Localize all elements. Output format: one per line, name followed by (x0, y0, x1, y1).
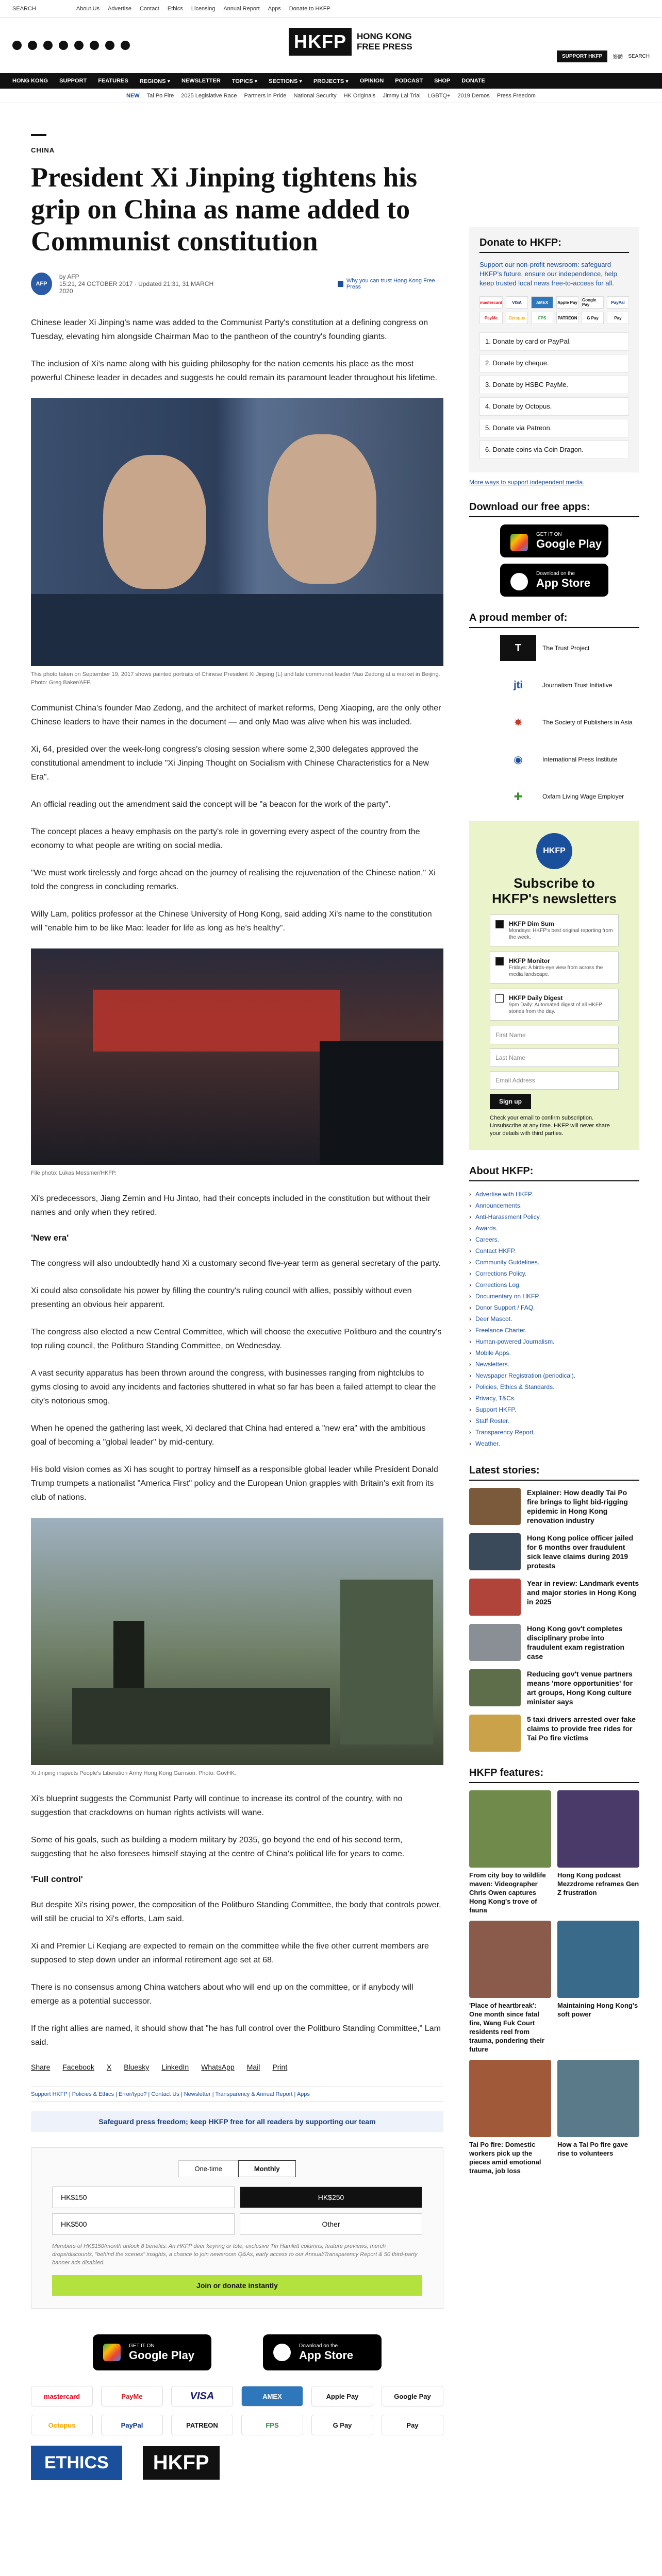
trending-link[interactable]: Press Freedom (496, 92, 536, 99)
share-facebook[interactable]: Facebook (62, 2063, 94, 2071)
paragraph: An official reading out the amendment said the concept will be "a beacon for the work of the party". (31, 800, 391, 809)
first-name-field[interactable]: First Name (490, 1026, 619, 1044)
donate-options (479, 332, 629, 459)
safeguard-banner[interactable]: Safeguard press freedom; keep HKFP free for all readers by supporting our team (31, 2111, 443, 2132)
about-link[interactable]: › Newspaper Registration (periodical). (469, 1370, 639, 1381)
language-link[interactable]: 繁體 (613, 55, 623, 60)
google-pay-icon: Google Pay (582, 296, 604, 309)
paragraph: The inclusion of Xi's name along with his guiding philosophy for the nation cements his place as the most powerful Chinese leader in decades and suggests he could remain its paramount leader throughout his lifetime. (31, 360, 438, 382)
threads-icon[interactable] (59, 41, 68, 50)
share-label: Share (31, 2063, 51, 2071)
instagram-icon[interactable] (43, 41, 53, 50)
paragraph: Some of his goals, such as building a modern military by 2035, go beyond the end of his second term, suggesting that he also foresees himself staying at the centre of China's political life for years to come. (31, 1836, 405, 1858)
google-play-badge[interactable]: GET IT ON Google Play (93, 2334, 211, 2370)
nav-item[interactable]: OPINION (359, 78, 384, 84)
jti-icon: jti (514, 679, 523, 691)
octopus-icon: Octopus (506, 312, 528, 324)
paragraph: Willy Lam, politics professor at the Chinese University of Hong Kong, said adding Xi's name to the constitution will "enable him to be like Mao: leader for life as long as he's healthy". (31, 910, 432, 933)
about-link[interactable]: › Careers. (469, 1234, 639, 1245)
trending-link[interactable]: 2025 Legislative Race (181, 92, 237, 99)
amount-other[interactable]: Other (240, 2213, 422, 2235)
paragraph: Communist China's founder Mao Zedong, and the architect of market reforms, Deng Xiaoping, are the only other Chinese leaders to have their names in the document — and only Mao was alive when his was included. (31, 704, 441, 726)
photo-caption: Xi Jinping inspects People's Liberation Army Hong Kong Garrison. Photo: GovHK. (31, 1770, 237, 1776)
trending-link[interactable]: Partners in Pride (244, 92, 287, 99)
newsletter-note: Check your email to confirm subscription. Unsubscribe at any time. HKFP will never share your details with third parties. (490, 1115, 610, 1137)
donate-option[interactable]: 6. Donate coins via Coin Dragon. (479, 440, 629, 459)
feature-thumbnail (469, 2060, 551, 2137)
app-store-badge[interactable]: Download on the App Store (263, 2334, 382, 2370)
about-link[interactable]: › Advertise with HKFP. (469, 1189, 639, 1200)
latest-heading: Latest stories: (469, 1465, 639, 1481)
newsletter-option[interactable]: HKFP Daily Digest 9pm Daily: Automated digest of all HKFP stories from the day. (490, 989, 619, 1021)
apple-icon (510, 573, 528, 590)
paragraph: The concept places a heavy emphasis on the party's role in governing every aspect of the country from the economy to what people are writing on social media. (31, 827, 420, 850)
donate-option[interactable]: 4. Donate by Octopus. (479, 397, 629, 416)
paypal-icon: PayPal (607, 296, 629, 309)
oxfam-icon: ✚ (514, 791, 523, 803)
about-link[interactable]: › Weather. (469, 1438, 639, 1449)
member-trust-project[interactable]: T The Trust Project (500, 635, 639, 661)
pay-logo: Pay (382, 2415, 443, 2435)
about-link[interactable]: › Contact HKFP. (469, 1245, 639, 1257)
fps-logo: FPS (241, 2415, 303, 2435)
amount-option-selected[interactable]: HK$250 (240, 2187, 422, 2208)
trust-project-icon: T (500, 635, 536, 661)
nav-item[interactable]: FEATURES (98, 78, 128, 84)
article-category[interactable]: CHINA (31, 146, 55, 154)
article-photo-garrison (31, 1518, 443, 1765)
google-pay-logo: Google Pay (382, 2386, 443, 2406)
paragraph: Xi and Premier Li Keqiang are expected to remain on the committee while the five other current members are supposed to step down under an informal retirement age set at 68. (31, 1942, 429, 1964)
site-header (0, 18, 662, 73)
photo-caption: File photo: Lukas Messmer/HKFP. (31, 1170, 117, 1176)
apple-icon (273, 2344, 291, 2361)
member-ipi[interactable]: ◉ International Press Institute (500, 747, 639, 772)
membership-heading: A proud member of: (469, 612, 639, 628)
about-link[interactable]: › Policies, Ethics & Standards. (469, 1381, 639, 1393)
donate-panel (469, 227, 639, 472)
nav-item[interactable]: PODCAST (395, 78, 423, 84)
title-rule (31, 134, 46, 136)
story-thumbnail (469, 1669, 521, 1706)
payme-icon: PayMe (479, 312, 503, 324)
nav-item[interactable]: REGIONS ▾ (139, 78, 171, 84)
latest-story[interactable]: Reducing gov't venue partners means 'more opportunities' for art groups, Hong Kong culture minister says (469, 1669, 639, 1706)
about-link[interactable]: › Community Guidelines. (469, 1257, 639, 1268)
amount-option[interactable]: HK$500 (52, 2213, 235, 2235)
newsletter-title: Subscribe to HKFP's newsletters (492, 875, 617, 906)
portrait-right (268, 434, 376, 584)
paragraph: A vast security apparatus has been thrown around the congress, with businesses ranging from nightclubs to gyms closing to avoid any incidents and factories shuttered in what so far has been a failed attempt to clear the city's notorious smog. (31, 1369, 436, 1405)
about-link[interactable]: › Deer Mascot. (469, 1313, 639, 1325)
amount-options (52, 2187, 422, 2235)
about-link[interactable]: › Mobile Apps. (469, 1347, 639, 1359)
logo-mark: HKFP (289, 28, 352, 56)
photo-caption: This photo taken on September 19, 2017 shows painted portraits of Chinese President Xi Jinping (L) and late communist leader Mao Zedong at a market in Beijing. Photo: Greg Baker/AFP. (31, 671, 440, 686)
author-name[interactable]: by AFP (59, 273, 79, 280)
article-photo-portraits (31, 398, 443, 666)
email-field[interactable]: Email Address (490, 1071, 619, 1090)
gpay-logo: G Pay (311, 2415, 373, 2435)
nav-item[interactable]: DONATE (461, 78, 485, 84)
about-link[interactable]: › Support HKFP. (469, 1404, 639, 1415)
section-heading: 'Full control' (31, 1874, 83, 1884)
gpay-icon: G Pay (582, 312, 604, 324)
utility-link[interactable]: About Us (76, 5, 100, 12)
fps-icon: FPS (531, 312, 553, 324)
about-link[interactable]: › Corrections Log. (469, 1279, 639, 1291)
logo-text: HONG KONG FREE PRESS (357, 31, 412, 52)
footer-logo[interactable]: HKFP (143, 2446, 220, 2480)
share-bluesky[interactable]: Bluesky (124, 2063, 150, 2071)
donate-option[interactable]: 3. Donate by HSBC PayMe. (479, 376, 629, 394)
publish-date: 15:21, 24 OCTOBER 2017 · Updated 21:31, 31 MARCH 2020 (59, 280, 214, 295)
checkbox-checked[interactable] (495, 957, 504, 965)
signup-button[interactable]: Sign up (490, 1094, 531, 1109)
share-print[interactable]: Print (272, 2063, 288, 2071)
visa-logo: VISA (171, 2386, 233, 2406)
feature-thumbnail (469, 1921, 551, 1998)
social-icons (12, 41, 130, 50)
stage-banner (93, 990, 340, 1052)
donate-widget (31, 2147, 443, 2309)
trending-link[interactable]: HK Originals (343, 92, 376, 99)
latest-story[interactable]: 5 taxi drivers arrested over fake claims to provide free rides for Tai Po fire victims (469, 1715, 639, 1752)
share-x[interactable]: X (106, 2063, 112, 2071)
story-thumbnail (469, 1533, 521, 1570)
trending-link[interactable]: LGBTQ+ (427, 92, 451, 99)
paragraph: "We must work tirelessly and forge ahead on the journey of realising the rejuvenation of the Chinese nation," Xi told the congress in concluding remarks. (31, 869, 436, 891)
paragraph: When he opened the gathering last week, Xi declared that China had entered a "new era" with the ambitious goal of becoming a "global leader" by mid-century. (31, 1424, 426, 1447)
rss-icon[interactable] (121, 41, 130, 50)
features-heading: HKFP features: (469, 1767, 639, 1783)
latest-story[interactable]: Explainer: How deadly Tai Po fire brings to light bid-rigging epidemic in Hong Kong renovation industry (469, 1488, 639, 1525)
patreon-logo: PATREON (171, 2415, 233, 2435)
top-utility-bar (0, 0, 662, 18)
paragraph: The congress also elected a new Central Committee, which will choose the executive Politburo and the country's top ruling council, the Politburo Standing Committee, on Wednesday. (31, 1328, 442, 1350)
payme-logo: PayMe (101, 2386, 163, 2406)
app-store-badge[interactable]: Download on the App Store (500, 564, 608, 597)
donate-option[interactable]: 5. Donate via Patreon. (479, 419, 629, 437)
latest-story[interactable]: Hong Kong gov't completes disciplinary probe into fraudulent exam registration case (469, 1624, 639, 1661)
utility-link[interactable]: Annual Report (223, 5, 260, 12)
feature-thumbnail (557, 2060, 639, 2137)
nav-item[interactable]: SHOP (434, 78, 451, 84)
feature-card[interactable]: 'Place of heartbreak': One month since fatal fire, Wang Fuk Court residents reel from trauma, pondering their future (469, 1921, 551, 2054)
donate-option[interactable]: 1. Donate by card or PayPal. (479, 332, 629, 351)
about-link[interactable]: › Freelance Charter. (469, 1325, 639, 1336)
more-ways-link[interactable]: More ways to support independent media. (469, 479, 585, 486)
trending-link[interactable]: Jimmy Lai Trial (383, 92, 421, 99)
ethics-badge[interactable]: ETHICS (31, 2446, 122, 2480)
trust-link[interactable]: Why you can trust Hong Kong Free Press (338, 278, 443, 290)
tab-monthly[interactable]: Monthly (238, 2160, 296, 2177)
about-link[interactable]: › Transparency Report. (469, 1427, 639, 1438)
share-whatsapp[interactable]: WhatsApp (201, 2063, 235, 2071)
utility-link[interactable]: Ethics (167, 5, 183, 12)
donate-option[interactable]: 2. Donate by cheque. (479, 354, 629, 372)
tab-one-time[interactable]: One-time (178, 2160, 238, 2177)
header-search[interactable]: SEARCH (628, 54, 650, 59)
paragraph: Xi's blueprint suggests the Communist Party will continue to increase its control of the country, with no suggestion that crackdowns on human rights activists will wane. (31, 1794, 403, 1817)
payment-methods (31, 2386, 443, 2435)
trending-link[interactable]: Tai Po Fire (146, 92, 174, 99)
about-link[interactable]: › Staff Roster. (469, 1415, 639, 1427)
mastercard-icon: mastercard (479, 296, 503, 309)
section-heading: 'New era' (31, 1233, 69, 1243)
google-play-icon (510, 534, 528, 551)
latest-stories (469, 1488, 639, 1752)
member-sopa[interactable]: ✸ The Society of Publishers in Asia (500, 709, 639, 735)
about-link[interactable]: › Announcements. (469, 1200, 639, 1211)
paragraph: Xi could also consolidate his power by filling the country's ruling council with allies, possibly without even presenting an obvious heir apparent. (31, 1286, 412, 1309)
donate-intro[interactable]: Support our non-profit newsroom: safeguard HKFP's future, ensure our independence, help keep trusted local news free-to-access for all. (479, 261, 617, 287)
join-button[interactable]: Join or donate instantly (52, 2275, 422, 2296)
google-play-badge[interactable]: GET IT ON Google Play (500, 524, 608, 557)
nav-item[interactable]: HONG KONG (12, 78, 48, 84)
feature-card[interactable]: Maintaining Hong Kong's soft power (557, 1921, 639, 2054)
pay-icon: Pay (607, 312, 629, 324)
feature-card[interactable]: Hong Kong podcast Mezzdrome reframes Gen Z frustration (557, 1790, 639, 1914)
octopus-logo: Octopus (31, 2415, 93, 2435)
paragraph: Chinese leader Xi Jinping's name was added to the Communist Party's constitution at a defining congress on Tuesday, elevating him alongside Chairman Mao to the pantheon of the country's founding giants. (31, 318, 428, 341)
apple-pay-logo: Apple Pay (311, 2386, 373, 2406)
mastercard-logo: mastercard (31, 2386, 93, 2406)
sidebar-app-badges (469, 524, 639, 597)
x-icon[interactable] (28, 41, 37, 50)
photo-lower (31, 594, 443, 666)
app-store-badges (31, 2334, 443, 2370)
story-thumbnail (469, 1715, 521, 1752)
apple-pay-icon: Apple Pay (556, 296, 578, 309)
ipi-icon: ◉ (514, 754, 523, 766)
guards-silhouette (320, 1041, 443, 1165)
membership-list (469, 635, 639, 809)
nav-item[interactable]: SECTIONS ▾ (269, 78, 302, 84)
newsletter-option[interactable]: HKFP Dim Sum Mondays: HKFP's best original reporting from the week. (490, 914, 619, 946)
new-badge: NEW (126, 92, 140, 99)
checkbox[interactable] (495, 994, 504, 1003)
trust-icon (338, 281, 343, 287)
utility-links (76, 6, 330, 12)
paypal-logo: PayPal (101, 2415, 163, 2435)
feature-card[interactable]: How a Tai Po fire gave rise to volunteers (557, 2060, 639, 2175)
checkbox-checked[interactable] (495, 920, 504, 928)
amex-icon: AMEX (531, 296, 553, 309)
policy-links[interactable]: Support HKFP | Policies & Ethics | Error/typo? | Contact Us | Newsletter | Transparency & Annual Report | Apps (31, 2087, 443, 2102)
header-actions (557, 50, 650, 62)
donation-frequency (52, 2160, 422, 2177)
paragraph: Xi's predecessors, Jiang Zemin and Hu Jintao, had their concepts included in the constitution but without their names and only when they retired. (31, 1194, 431, 1217)
footer-badges (31, 2446, 443, 2480)
feature-thumbnail (557, 1921, 639, 1998)
story-thumbnail (469, 1488, 521, 1525)
portrait-left (103, 455, 206, 589)
patreon-icon: PATREON (556, 312, 578, 324)
article-photo-hall (31, 948, 443, 1165)
utility-link[interactable]: Donate to HKFP (289, 5, 330, 12)
feature-thumbnail (557, 1790, 639, 1868)
nav-item[interactable]: PROJECTS ▾ (313, 78, 349, 84)
share-linkedin[interactable]: LinkedIn (161, 2063, 189, 2071)
features-grid (469, 1790, 639, 2175)
about-link[interactable]: › Donor Support / FAQ. (469, 1302, 639, 1313)
about-link[interactable]: › Documentary on HKFP. (469, 1291, 639, 1302)
about-list (469, 1189, 639, 1449)
nav-item[interactable]: TOPICS ▾ (231, 78, 258, 84)
apps-heading: Download our free apps: (469, 501, 639, 517)
about-link[interactable]: › Privacy, T&Cs. (469, 1393, 639, 1404)
about-link[interactable]: › Corrections Policy. (469, 1268, 639, 1279)
main-nav (0, 73, 662, 89)
share-bar (31, 2063, 443, 2071)
trending-link[interactable]: 2019 Demos (457, 92, 490, 99)
about-link[interactable]: › Awards. (469, 1223, 639, 1234)
donate-heading: Donate to HKFP: (479, 237, 629, 253)
membership-benefits: Members of HK$150/month unlock 8 benefits: An HKFP deer keyring or tote, exclusive Tin Hamlett columns, feature previews, merch drops/discounts, "behind the scenes" insights, a chance to join newsroom Q&As, early access to our Annual/Transparency Report & 50 third-party banner ads disabled. (52, 2243, 418, 2266)
google-play-icon (103, 2344, 121, 2361)
about-link[interactable]: › Anti-Harassment Policy. (469, 1211, 639, 1223)
trending-link[interactable]: National Security (293, 92, 337, 99)
site-logo[interactable] (289, 28, 412, 56)
newsletter-option[interactable]: HKFP Monitor Fridays: A birds-eye view from across the media landscape. (490, 952, 619, 984)
paragraph: The congress will also undoubtedly hand Xi a customary second five-year term as general secretary of the party. (31, 1259, 441, 1268)
article-title: President Xi Jinping tightens his grip on China as name added to Communist constitution (31, 162, 418, 257)
visa-icon: VISA (506, 296, 528, 309)
facebook-icon[interactable] (12, 41, 22, 50)
support-button[interactable]: SUPPORT HKFP (557, 50, 607, 62)
sidebar-payment-icons (479, 296, 629, 324)
utility-link[interactable]: Contact (139, 5, 159, 12)
about-link[interactable]: › Newsletters. (469, 1359, 639, 1370)
last-name-field[interactable]: Last Name (490, 1048, 619, 1067)
sopa-icon: ✸ (514, 717, 523, 728)
story-thumbnail (469, 1624, 521, 1661)
vehicle-silhouette (72, 1688, 330, 1744)
story-thumbnail (469, 1579, 521, 1616)
article (31, 134, 443, 2480)
amount-option[interactable]: HK$150 (52, 2187, 235, 2208)
latest-story[interactable]: Year in review: Landmark events and major stories in Hong Kong in 2025 (469, 1579, 639, 1616)
member-oxfam[interactable]: ✚ Oxfam Living Wage Employer (500, 784, 639, 809)
linkedin-icon[interactable] (90, 41, 99, 50)
paragraph: If the right allies are named, it should show that "he has full control over the Politburo Standing Committee," Lam said. (31, 2024, 441, 2047)
sidebar (469, 227, 639, 2175)
utility-link[interactable]: Advertise (108, 5, 131, 12)
nav-item[interactable]: NEWSLETTER (181, 78, 221, 84)
telegram-icon[interactable] (105, 41, 114, 50)
youtube-icon[interactable] (74, 41, 84, 50)
paragraph: There is no consensus among China watchers about who will end up on the committee, or if anybody will emerge as a potential successor. (31, 1983, 413, 2006)
utility-link[interactable]: Licensing (191, 5, 216, 12)
member-jti[interactable]: jti Journalism Trust Initiative (500, 672, 639, 698)
about-link[interactable]: › Human-powered Journalism. (469, 1336, 639, 1347)
utility-link[interactable]: Apps (268, 5, 281, 12)
trending-bar (0, 89, 662, 103)
nav-item[interactable]: SUPPORT (59, 78, 87, 84)
amex-logo: AMEX (241, 2386, 303, 2406)
newsletter-signup (469, 821, 639, 1150)
search-link[interactable]: SEARCH (12, 5, 36, 12)
paragraph: But despite Xi's rising power, the composition of the Politburo Standing Committee, the body that controls power, will still be crucial to Xi's efforts, Lam said. (31, 1901, 441, 1923)
latest-story[interactable]: Hong Kong police officer jailed for 6 months over fraudulent sick leave claims during 2019 protests (469, 1533, 639, 1570)
feature-card[interactable]: Tai Po fire: Domestic workers pick up the pieces amid emotional trauma, job loss (469, 2060, 551, 2175)
paragraph: Xi, 64, presided over the week-long congress's closing session where some 2,300 delegates approved the constitutional amendment to include "Xi Jinping Thought on Socialism with Chinese Characteristics for a New Era". (31, 745, 429, 782)
byline (31, 273, 443, 295)
author-avatar[interactable]: AFP (31, 273, 52, 295)
hkfp-badge-icon: HKFP (536, 833, 572, 869)
feature-thumbnail (469, 1790, 551, 1868)
about-heading: About HKFP: (469, 1165, 639, 1181)
paragraph: His bold vision comes as Xi has sought to portray himself as a responsible global leader while President Donald Trump trumpets a nationalist "America First" policy and the European Union grapples with Britain's exit from its club of nations. (31, 1465, 438, 1502)
feature-card[interactable]: From city boy to wildlife maven: Videographer Chris Owen captures Hong Kong's trove of fauna (469, 1790, 551, 1914)
share-mail[interactable]: Mail (246, 2063, 260, 2071)
troops-silhouette (340, 1580, 433, 1744)
